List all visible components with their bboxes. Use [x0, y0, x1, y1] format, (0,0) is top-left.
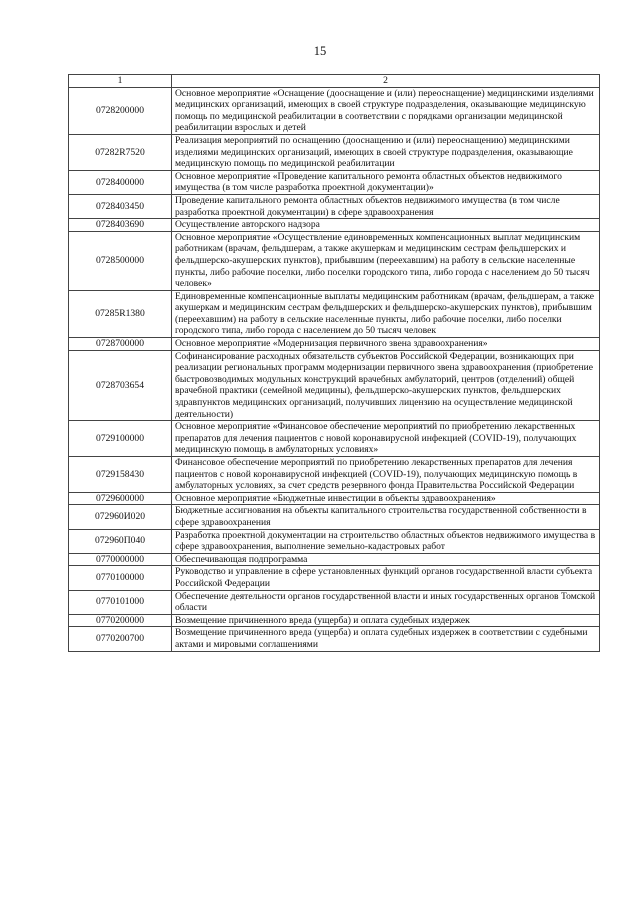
row-text: Обеспечивающая подпрограмма — [172, 553, 600, 566]
row-text: Обеспечение деятельности органов государственной власти и иных государственных органов Томской области — [172, 590, 600, 614]
row-text: Софинансирование расходных обязательств субъектов Российской Федерации, возникающих при реализации региональных программ модернизации первичного звена здравоохранения (приобретение быстровозводимых модульных конструкций врачебных амбулаторий, центров (отделений) общей врачебной практики (семейной медицины), фельдшерско-акушерских пунктов, фельдшерских здравпунктов медицинских организаций, получивших лицензию на осуществление медицинской деятельности) — [172, 350, 600, 421]
row-text: Основное мероприятие «Проведение капитального ремонта областных объектов недвижимого имущества (в том числе разработка проектной документации)» — [172, 170, 600, 194]
row-code: 0728403450 — [69, 194, 172, 218]
table-row — [69, 492, 600, 505]
column-header-name: 2 — [172, 75, 600, 88]
row-text: Бюджетные ассигнования на объекты капитального строительства государственной собственности в сфере здравоохранения — [172, 505, 600, 529]
table-row — [69, 421, 600, 457]
table-row — [69, 566, 600, 590]
row-code: 0728700000 — [69, 338, 172, 351]
table-row — [69, 170, 600, 194]
row-code: 0770200700 — [69, 627, 172, 651]
row-code: 0728703654 — [69, 350, 172, 421]
page-number: 15 — [313, 44, 327, 58]
row-text: Проведение капитального ремонта областных объектов недвижимого имущества (в том числе разработка проектной документации) в сфере здравоохранения — [172, 194, 600, 218]
row-text: Основное мероприятие «Осуществление единовременных компенсационных выплат медицинским работникам (врачам, фельдшерам, а также акушеркам и медицинским сестрам фельдшерских и фельдшерско-акушерских пунктов), прибывшим (переехавшим) на работу в сельские населенные пункты, либо рабочие поселки, либо поселки городского типа, либо города с населением до 50 тысяч человек» — [172, 231, 600, 290]
row-code: 0770000000 — [69, 553, 172, 566]
table-row — [69, 529, 600, 553]
row-code: 0729158430 — [69, 457, 172, 493]
table-row — [69, 134, 600, 170]
table-row — [69, 457, 600, 493]
table-row — [69, 350, 600, 421]
row-code: 0729600000 — [69, 492, 172, 505]
row-code: 072960П040 — [69, 529, 172, 553]
row-code: 072960И020 — [69, 505, 172, 529]
row-text: Осуществление авторского надзора — [172, 219, 600, 232]
row-text: Основное мероприятие «Бюджетные инвестиции в объекты здравоохранения» — [172, 492, 600, 505]
budget-classification-table — [68, 74, 600, 652]
row-code: 07282R7520 — [69, 134, 172, 170]
row-text: Единовременные компенсационные выплаты медицинским работникам (врачам, фельдшерам, а также акушеркам и медицинским сестрам фельдшерских и фельдшерско-акушерских пунктов), прибывшим (переехавшим) на работу в сельские населенные пункты, либо рабочие поселки, либо поселки городского типа, либо города с населением до 50 тысяч человек — [172, 290, 600, 337]
row-text: Финансовое обеспечение мероприятий по приобретению лекарственных препаратов для лечения пациентов с новой коронавирусной инфекцией (COVID-19), получающих медицинскую помощь в амбулаторных условиях, за счет средств резервного фонда Правительства Российской Федерации — [172, 457, 600, 493]
table-row — [69, 627, 600, 651]
table-row — [69, 231, 600, 290]
table-row — [69, 505, 600, 529]
row-code: 0728403690 — [69, 219, 172, 232]
row-text: Основное мероприятие «Модернизация первичного звена здравоохранения» — [172, 338, 600, 351]
row-text: Возмещение причиненного вреда (ущерба) и оплата судебных издержек — [172, 614, 600, 627]
row-text: Руководство и управление в сфере установленных функций органов государственной власти субъекта Российской Федерации — [172, 566, 600, 590]
row-text: Реализация мероприятий по оснащению (дооснащению и (или) переоснащению) медицинскими изделиями медицинских организаций, имеющих в своей структуре подразделения, оказывающие медицинскую помощь по медицинской реабилитации — [172, 134, 600, 170]
row-code: 0728200000 — [69, 87, 172, 134]
row-text: Основное мероприятие «Финансовое обеспечение мероприятий по приобретению лекарственных препаратов для лечения пациентов с новой коронавирусной инфекцией (COVID-19), получающих медицинскую помощь в амбулаторных условиях» — [172, 421, 600, 457]
column-header-code: 1 — [69, 75, 172, 88]
table-row — [69, 194, 600, 218]
row-code: 0770200000 — [69, 614, 172, 627]
row-text: Основное мероприятие «Оснащение (дооснащение и (или) переоснащение) медицинскими изделиями медицинских организаций, имеющих в своей структуре подразделения, оказывающие медицинскую помощь по медицинской реабилитации в соответствии с порядками организации медицинской реабилитации взрослых и детей — [172, 87, 600, 134]
row-code: 0728400000 — [69, 170, 172, 194]
row-code: 0770100000 — [69, 566, 172, 590]
table-row — [69, 87, 600, 134]
row-code: 0729100000 — [69, 421, 172, 457]
table-row — [69, 614, 600, 627]
row-text: Возмещение причиненного вреда (ущерба) и оплата судебных издержек в соответствии с судебными актами и мировыми соглашениями — [172, 627, 600, 651]
table-row — [69, 338, 600, 351]
table-header-row — [69, 75, 600, 88]
row-code: 07285R1380 — [69, 290, 172, 337]
table-row — [69, 590, 600, 614]
row-text: Разработка проектной документации на строительство областных объектов недвижимого имущества в сфере здравоохранения, выполнение земельно-кадастровых работ — [172, 529, 600, 553]
row-code: 0770101000 — [69, 590, 172, 614]
table-row — [69, 290, 600, 337]
row-code: 0728500000 — [69, 231, 172, 290]
table-row — [69, 553, 600, 566]
table-row — [69, 219, 600, 232]
